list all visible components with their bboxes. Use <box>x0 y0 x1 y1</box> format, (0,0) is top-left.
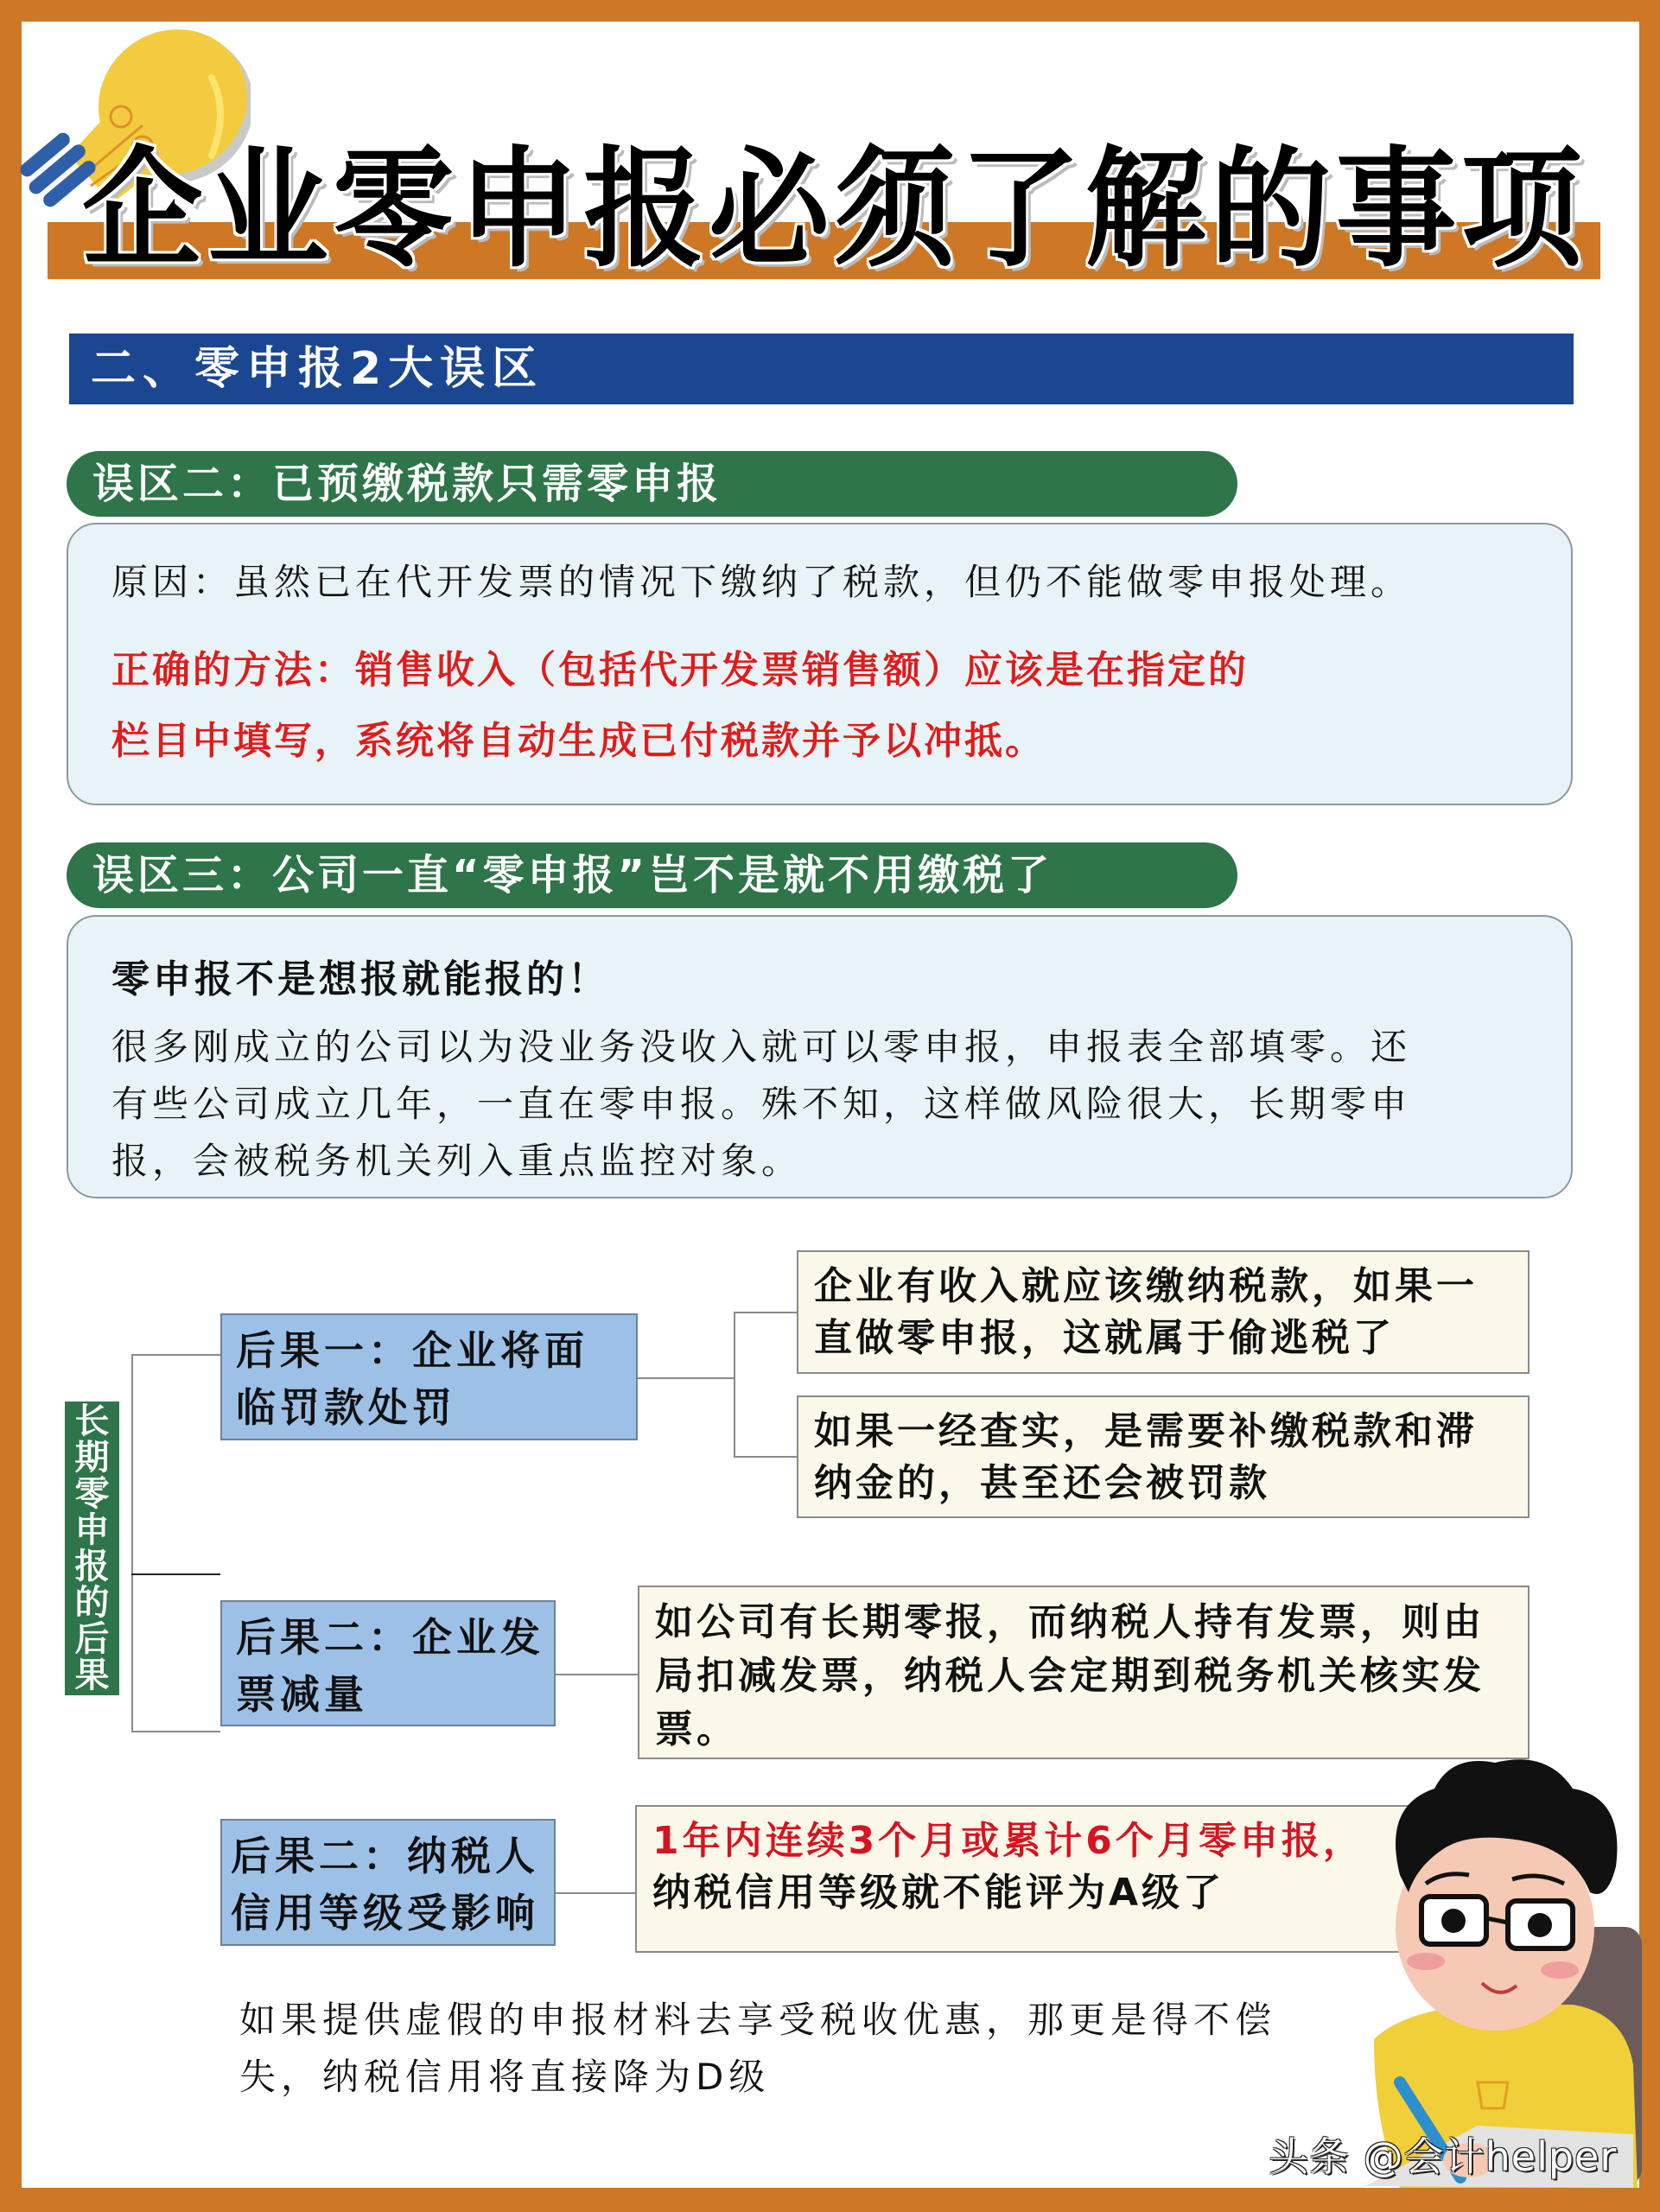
detail-text: 企业有收入就应该缴纳税款，如果一直做零申报，这就属于偷逃税了 <box>814 1264 1478 1360</box>
consequence-1-detail-1 <box>797 1250 1530 1374</box>
detail-rest: 纳税信用等级就不能评为A级了 <box>652 1871 1225 1915</box>
tree-branch-1 <box>131 1354 220 1356</box>
pitfall-2-reason: 原因：虽然已在代开发票的情况下缴纳了税款，但仍不能做零申报处理。 <box>111 561 1412 603</box>
consequence-2-detail-1 <box>638 1586 1530 1759</box>
consequences-root-text: 长期零申报的后果 <box>74 1402 110 1695</box>
consequences-root-label <box>65 1402 119 1695</box>
pitfall-2-heading <box>67 451 1237 517</box>
tree-trunk-line <box>131 1354 133 1732</box>
page-title: 企业零申报必须了解的事项 <box>82 135 1587 285</box>
mascot-illustration <box>1348 1754 1642 2188</box>
pitfall-2-correct-method-2: 栏目中填写，系统将自动生成已付税款并予以冲抵。 <box>111 719 1046 763</box>
detail-text: 如公司有长期零报，而纳税人持有发票，则由局扣减发票，纳税人会定期到税务机关核实发票。 <box>655 1600 1485 1751</box>
tree-branch-3 <box>131 1731 220 1732</box>
pitfall-3-subheading: 零申报不是想报就能报的！ <box>111 957 609 1001</box>
consequence-node-3 <box>220 1819 556 1946</box>
pitfall-3-body-1: 很多刚成立的公司以为没业务没收入就可以零申报，申报表全部填零。还 <box>111 1026 1412 1068</box>
detail-text: 如果一经查实，是需要补缴税款和滞纳金的，甚至还会被罚款 <box>814 1409 1478 1505</box>
watermark: 头条 @会计helper <box>1269 2133 1618 2180</box>
node-3-connector <box>556 1892 638 1894</box>
detail-highlight: 1年内连续3个月或累计6个月零申报， <box>652 1819 1364 1863</box>
pitfall-3-body-2: 有些公司成立几年，一直在零申报。殊不知，这样做风险很大，长期零申 <box>111 1083 1412 1125</box>
consequence-node-1 <box>220 1313 638 1440</box>
consequence-node-2 <box>220 1600 556 1726</box>
node-1-fork-bottom <box>734 1456 799 1458</box>
consequence-1-detail-2 <box>797 1395 1530 1518</box>
consequence-3-label: 后果二：纳税人信用等级受影响 <box>231 1833 539 1936</box>
pitfall-2-correct-method-1: 正确的方法：销售收入（包括代开发票销售额）应该是在指定的 <box>111 648 1249 692</box>
node-1-connector <box>638 1377 735 1379</box>
pitfall-3-body-3: 报，会被税务机关列入重点监控对象。 <box>111 1140 803 1182</box>
pitfall-2-heading-text: 误区二：已预缴税款只需零申报 <box>92 460 722 508</box>
consequence-2-label: 后果二：企业发票减量 <box>236 1614 544 1718</box>
pitfall-3-heading-text: 误区三：公司一直“零申报”岂不是就不用缴税了 <box>92 851 1053 899</box>
section-header <box>69 334 1574 404</box>
consequence-1-label: 后果一：企业将面临罚款处罚 <box>236 1327 588 1431</box>
pitfall-2-card <box>67 523 1573 805</box>
node-1-fork <box>734 1312 735 1457</box>
tree-branch-2 <box>131 1573 220 1575</box>
node-1-fork-top <box>734 1312 799 1313</box>
pitfall-3-card <box>67 915 1573 1198</box>
section-header-label: 二、零申报2大误区 <box>91 343 544 395</box>
footnote: 如果提供虚假的申报材料去享受税收优惠，那更是得不偿失，纳税信用将直接降为D级 <box>239 1999 1277 2098</box>
pitfall-3-heading <box>67 842 1237 908</box>
node-2-connector <box>556 1674 638 1675</box>
